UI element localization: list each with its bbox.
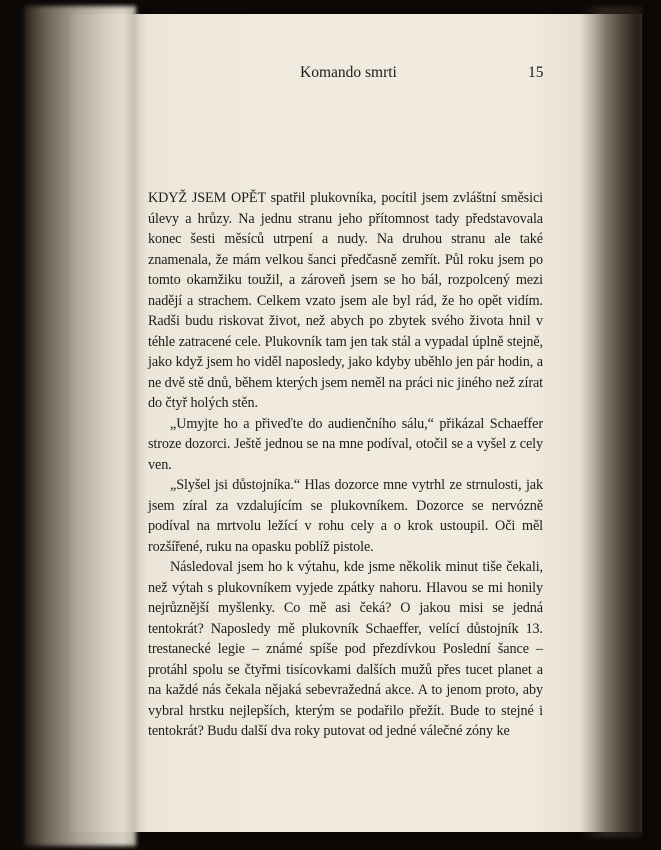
paragraph-2: „Umyjte ho a přiveďte do audienčního sálu,“ přikázal Schaeffer stroze dozorci. Ještě jednou se na mne podíval, otočil se a vyšel z cely ven. <box>148 415 543 473</box>
paragraph-3: „Slyšel jsi důstojníka.“ Hlas dozorce mne vytrhl ze strnulosti, jak jsem zíral za vzdalujícím se plukovníkem. Dozorce se nervózně podíval na mrtvolu ležící v rohu cely a o krok ustoupil. Oči měl rozšířené, ruku na opasku poblíž pistole. <box>148 477 543 555</box>
body-text <box>148 188 543 742</box>
running-title: Komando smrti <box>300 64 397 81</box>
page-edge-shadow <box>580 6 642 838</box>
paragraph-4: Následoval jsem ho k výtahu, kde jsme několik minut tiše čekali, než výtah s plukovníkem vyjede zpátky nahoru. Hlavou se mi honily nejrůznější myšlenky. Co mě asi čeká? O jakou misi se jedná tentokrát? Naposledy mě plukovník Schaeffer, velící důstojník 13. trestanecké legie – známé spíše pod přezdívkou Poslední šance – protáhl spolu se čtyřmi tisícovkami dalších mužů přes tucet planet a na každé nás čekala nějaká sebevražedná akce. A to jenom proto, aby vybral hrstku nejlepších, kterým se podařilo přežít. Bude to stejné i tentokrát? Budu další dva roky putovat od jedné válečné zóny ke <box>148 559 543 739</box>
blurred-facing-page-edge <box>24 6 136 846</box>
paragraph-1: KDYŽ JSEM OPĚT spatřil plukovníka, pocítil jsem zvláštní směsici úlevy a hrůzy. Na jednu stranu jeho přítomnost tady představovala konec šesti měsíců utrpení a nudy. Na druhou stranu ale také znamenala, že mám velkou šanci předčasně zemřít. Půl roku jsem po tomto okamžiku toužil, a zároveň jsem se ho bál, rozpolcený mezi nadějí a strachem. Celkem vzato jsem ale byl rád, že ho opět vidím. Radši budu riskovat život, než abych po zbytek svého života hnil v téhle zatracené cele. Plukovník tam jen tak stál a vypadal úplně stejně, jako když jsem ho viděl naposledy, jako kdyby uběhlo jen pár hodin, a ne dvě stě dnů, během kterých jsem neměl na práci nic jiného než zírat do čtyř holých stěn. <box>148 190 543 411</box>
page-number: 15 <box>528 64 544 81</box>
